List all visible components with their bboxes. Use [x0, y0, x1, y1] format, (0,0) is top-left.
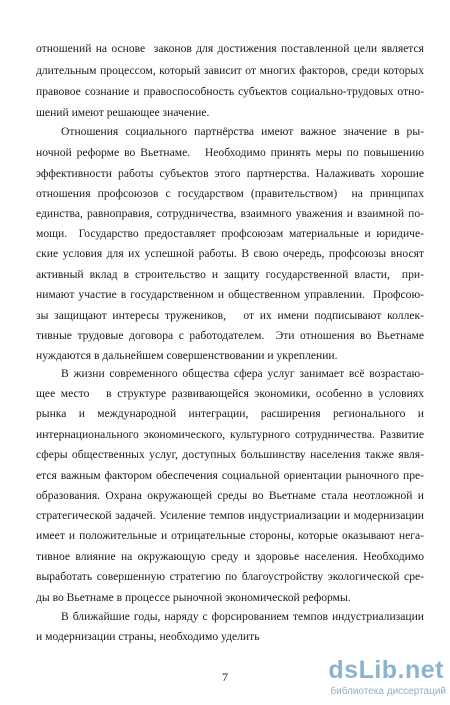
- text-line: [0, 609, 450, 625]
- text-line-content: образования. Охрана окружающей среды во Вьетнаме стала неотложной и: [36, 489, 424, 502]
- text-line: [0, 348, 450, 364]
- text-line-content: щее место в структуре развивающейся экономики, особенно в условиях: [36, 387, 424, 400]
- watermark-logo: dsLib.net: [328, 656, 444, 684]
- text-line-content: нуждаются в дальнейшем совершенствовании и укреплении.: [36, 349, 338, 362]
- text-line: [0, 145, 450, 161]
- text-line-content: сферы общественных услуг, доступных большинству населения также явля-: [36, 448, 424, 461]
- text-line: [0, 84, 450, 100]
- text-line: [0, 63, 450, 79]
- text-line-content: активный вклад в строительство и защиту государственной власти, при-: [36, 268, 424, 281]
- text-line-content: единства, равноправия, сотрудничества, взаимного уважения и взаимной по-: [36, 207, 424, 220]
- text-line-content: отношений на основе законов для достижения поставленной цели является: [36, 42, 424, 55]
- text-line: [0, 226, 450, 242]
- text-line-content: и модернизации страны, необходимо уделить: [36, 630, 260, 643]
- text-line: [0, 569, 450, 585]
- text-line: [0, 508, 450, 524]
- text-line-content: зы защищают интересы тружеников, от их имени подписывают коллек-: [36, 309, 424, 322]
- text-line-content: ется важным фактором обеспечения социальной ориентации рыночного пре-: [36, 469, 424, 482]
- text-line-content: ские условия для их успешной работы. В свою очередь, профсоюзы вносят: [36, 247, 424, 260]
- text-line: [0, 308, 450, 324]
- text-line-content: В жизни современного общества сфера услуг занимает всё возрастаю-: [61, 367, 424, 380]
- text-line: [0, 41, 450, 57]
- text-line: [0, 366, 450, 382]
- text-line: [0, 468, 450, 484]
- text-line: [0, 406, 450, 422]
- text-line-content: В ближайшие годы, наряду с форсированием темпов индустриализации: [61, 610, 424, 623]
- text-line: [0, 328, 450, 344]
- text-line-content: Отношения социального партнёрства имеют важное значение в ры-: [61, 125, 424, 138]
- text-line-content: стратегической задачей. Усиление темпов индустриализации и модернизации: [36, 509, 424, 522]
- text-line-content: ды во Вьетнаме в процессе рыночной экономической реформы.: [36, 591, 351, 604]
- text-line-content: нимают участие в государственном и общественном управлении. Профсою-: [36, 288, 424, 301]
- text-line: [0, 590, 450, 606]
- text-line: [0, 427, 450, 443]
- text-line: [0, 488, 450, 504]
- text-line: [0, 287, 450, 303]
- text-line: [0, 246, 450, 262]
- page-number: 7: [222, 670, 228, 684]
- text-line-content: тивное влияние на окружающую среду и здоровье населения. Необходимо: [36, 550, 424, 563]
- text-line-content: тивные трудовые договора с работодателем. Эти отношения во Вьетнаме: [36, 329, 424, 342]
- text-line: [0, 528, 450, 544]
- watermark: [328, 655, 450, 705]
- text-line-content: имеет и положительные и отрицательные стороны, которые оказывают нега-: [36, 529, 424, 542]
- text-line: [0, 166, 450, 182]
- text-line: [0, 267, 450, 283]
- text-line: [0, 549, 450, 565]
- text-line: [0, 124, 450, 140]
- text-line: [0, 186, 450, 202]
- text-line-content: рынка и международной интеграции, расширения регионального и: [36, 407, 424, 420]
- text-line-content: длительным процессом, который зависит от многих факторов, среди которых: [36, 64, 424, 77]
- text-line: [0, 105, 450, 121]
- text-line-content: выработать совершенную стратегию по благоустройству экологической сре-: [36, 570, 424, 583]
- text-line-content: эффективности работы субъектов этого партнерства. Налаживать хорошие: [36, 167, 424, 180]
- text-line-content: правовое сознание и правоспособность субъектов социально-трудовых отно-: [36, 85, 424, 98]
- text-line-content: ночной реформе во Вьетнаме. Необходимо принять меры по повышению: [36, 146, 424, 159]
- text-line-content: отношения профсоюзов с государством (правительством) на принципах: [36, 187, 424, 200]
- text-line-content: интернационального экономического, культурного сотрудничества. Развитие: [36, 428, 424, 441]
- text-line: [0, 447, 450, 463]
- text-line: [0, 629, 450, 645]
- text-line-content: шений имеют решающее значение.: [36, 106, 210, 119]
- watermark-subtitle: библиотека диссертаций: [330, 686, 446, 697]
- text-line: [0, 386, 450, 402]
- text-line-content: мощи. Государство предоставляет профсоюзам материальные и юридиче-: [36, 227, 424, 240]
- text-line: [0, 206, 450, 222]
